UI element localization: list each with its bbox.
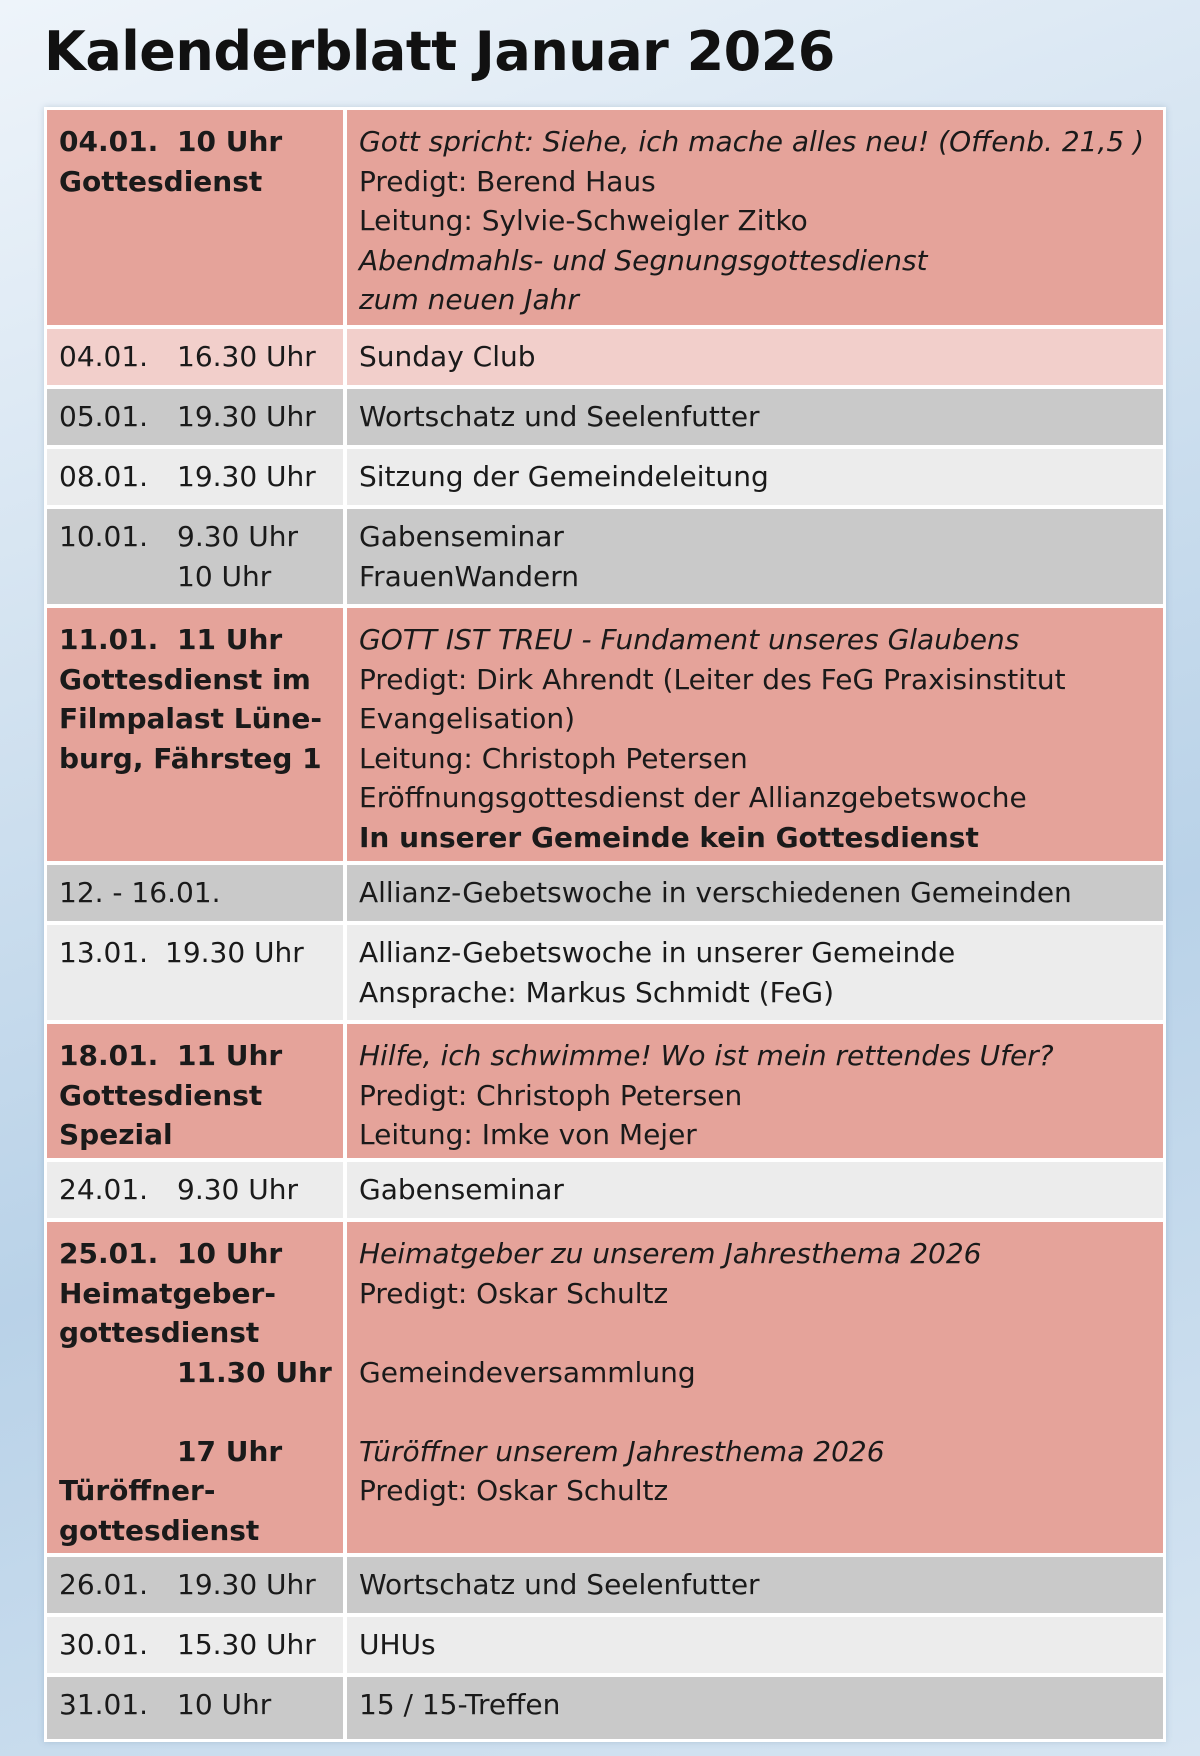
page-title: Kalenderblatt Januar 2026	[44, 20, 835, 83]
event-date: 25.01.	[59, 1237, 159, 1270]
event-text: FrauenWandern	[359, 559, 580, 593]
event-time: 9.30 Uhr	[177, 520, 298, 553]
event-text: Gemeindeversammlung	[359, 1355, 696, 1389]
event-detail-cell	[347, 449, 1163, 505]
event-detail-cell	[347, 1557, 1163, 1613]
event-row-2501-gottesdienst	[47, 1222, 1163, 1553]
event-predigt: Evangelisation)	[359, 702, 576, 735]
event-motto: Hilfe, ich schwimme! Wo ist mein rettendes Ufer?	[359, 1039, 1054, 1072]
event-row	[47, 329, 1163, 385]
event-date-cell	[47, 329, 343, 385]
event-label: Gottesdienst	[59, 1078, 263, 1112]
event-predigt: Predigt: Oskar Schultz	[359, 1474, 669, 1507]
event-label: gottesdienst	[59, 1513, 260, 1547]
event-detail-cell	[347, 329, 1163, 385]
event-leitung: Leitung: Imke von Mejer	[359, 1118, 697, 1151]
event-row	[47, 1557, 1163, 1613]
event-text: Wortschatz und Seelenfutter	[359, 400, 760, 433]
event-date: 13.01.	[59, 936, 149, 969]
event-time: 10 Uhr	[177, 1688, 272, 1721]
event-label: Filmpalast Lüne-	[59, 702, 323, 735]
event-note: Abendmahls- und Segnungsgottesdienst	[359, 243, 928, 277]
event-predigt: Predigt: Oskar Schultz	[359, 1276, 669, 1310]
event-text: Wortschatz und Seelenfutter	[359, 1568, 760, 1601]
event-date-cell	[47, 608, 343, 861]
event-time: 9.30 Uhr	[177, 1173, 298, 1206]
event-text: Sitzung der Gemeindeleitung	[359, 460, 769, 493]
event-detail-cell	[347, 1162, 1163, 1218]
event-note: Eröffnungsgottesdienst der Allianzgebetswoche	[359, 781, 1027, 814]
event-row	[47, 389, 1163, 445]
event-text: UHUs	[359, 1628, 436, 1661]
event-label: Spezial	[59, 1118, 173, 1151]
event-label: Gottesdienst im	[59, 662, 311, 696]
event-row	[47, 925, 1163, 1020]
event-motto: Türöffner unserem Jahresthema 2026	[359, 1434, 885, 1468]
event-time: 11 Uhr	[177, 623, 283, 656]
event-label: Heimatgeber-	[59, 1276, 276, 1310]
event-time: 19.30 Uhr	[177, 460, 316, 493]
event-row	[47, 865, 1163, 921]
event-label: Gottesdienst	[59, 164, 263, 198]
event-row-0401-gottesdienst	[47, 110, 1163, 325]
event-predigt: Predigt: Christoph Petersen	[359, 1078, 743, 1112]
event-date-cell	[47, 1222, 343, 1553]
event-date-cell	[47, 449, 343, 505]
event-detail-cell	[347, 110, 1163, 325]
event-time: 19.30 Uhr	[177, 400, 316, 433]
event-predigt: Predigt: Dirk Ahrendt (Leiter des FeG Praxisinstitut	[359, 662, 1066, 696]
event-leitung: Leitung: Sylvie-Schweigler Zitko	[359, 204, 808, 237]
event-row-1101-gottesdienst	[47, 608, 1163, 861]
event-text: Allianz-Gebetswoche in verschiedenen Gemeinden	[359, 876, 1072, 909]
event-date-cell	[47, 925, 343, 1020]
event-date: 04.01.	[59, 125, 159, 158]
event-time: 17 Uhr	[177, 1434, 283, 1468]
event-label: Türöffner-	[59, 1474, 216, 1507]
event-row	[47, 449, 1163, 505]
event-date-cell	[47, 389, 343, 445]
event-text: Ansprache: Markus Schmidt (FeG)	[359, 975, 835, 1009]
event-label: burg, Fährsteg 1	[59, 741, 322, 775]
event-label: gottesdienst	[59, 1316, 260, 1349]
event-time: 19.30 Uhr	[177, 1568, 316, 1601]
event-text: 15 / 15-Treffen	[359, 1688, 561, 1721]
event-date-cell	[47, 110, 343, 325]
event-time: 15.30 Uhr	[177, 1628, 316, 1661]
event-detail-cell	[347, 389, 1163, 445]
event-text: Gabenseminar	[359, 520, 564, 553]
event-time: 10 Uhr	[177, 559, 272, 593]
event-detail-cell	[347, 509, 1163, 604]
event-time: 19.30 Uhr	[165, 936, 304, 969]
event-text: Sunday Club	[359, 340, 536, 373]
event-motto: Gott spricht: Siehe, ich mache alles neu! (Offenb. 21,5 )	[359, 125, 1145, 158]
event-row	[47, 509, 1163, 604]
event-warning: In unserer Gemeinde kein Gottesdienst	[359, 820, 979, 854]
event-predigt: Predigt: Berend Haus	[359, 164, 656, 198]
event-date: 11.01.	[59, 623, 159, 656]
event-date: 24.01.	[59, 1173, 149, 1206]
event-date: 10.01.	[59, 520, 149, 553]
event-detail-cell	[347, 1024, 1163, 1158]
event-detail-cell	[347, 865, 1163, 921]
event-date-cell	[47, 509, 343, 604]
event-time: 11.30 Uhr	[177, 1355, 332, 1389]
event-detail-cell	[347, 1222, 1163, 1553]
event-row-1801-gottesdienst	[47, 1024, 1163, 1158]
calendar-table	[44, 107, 1166, 1742]
event-date-cell	[47, 1162, 343, 1218]
event-row	[47, 1677, 1163, 1739]
event-date-cell	[47, 1617, 343, 1673]
event-text: Gabenseminar	[359, 1173, 564, 1206]
event-time: 10 Uhr	[177, 125, 283, 158]
event-time: 16.30 Uhr	[177, 340, 316, 373]
event-row	[47, 1162, 1163, 1218]
event-date-cell	[47, 1024, 343, 1158]
event-detail-cell	[347, 925, 1163, 1020]
event-date: 26.01.	[59, 1568, 149, 1601]
event-detail-cell	[347, 608, 1163, 861]
event-note: zum neuen Jahr	[359, 283, 579, 316]
event-date: 05.01.	[59, 400, 149, 433]
event-time: 10 Uhr	[177, 1237, 283, 1270]
event-date: 12. - 16.01.	[59, 876, 221, 909]
event-date-cell	[47, 1557, 343, 1613]
event-date: 18.01.	[59, 1039, 159, 1072]
event-detail-cell	[347, 1617, 1163, 1673]
event-text: Allianz-Gebetswoche in unserer Gemeinde	[359, 936, 956, 969]
event-motto: GOTT IST TREU - Fundament unseres Glaubens	[359, 623, 1020, 656]
event-date: 31.01.	[59, 1688, 149, 1721]
event-date: 30.01.	[59, 1628, 149, 1661]
event-date: 04.01.	[59, 340, 149, 373]
event-leitung: Leitung: Christoph Petersen	[359, 741, 748, 775]
event-motto: Heimatgeber zu unserem Jahresthema 2026	[359, 1237, 982, 1270]
event-date: 08.01.	[59, 460, 149, 493]
event-time: 11 Uhr	[177, 1039, 283, 1072]
event-detail-cell	[347, 1677, 1163, 1739]
event-date-cell	[47, 1677, 343, 1739]
event-date-cell	[47, 865, 343, 921]
event-row	[47, 1617, 1163, 1673]
